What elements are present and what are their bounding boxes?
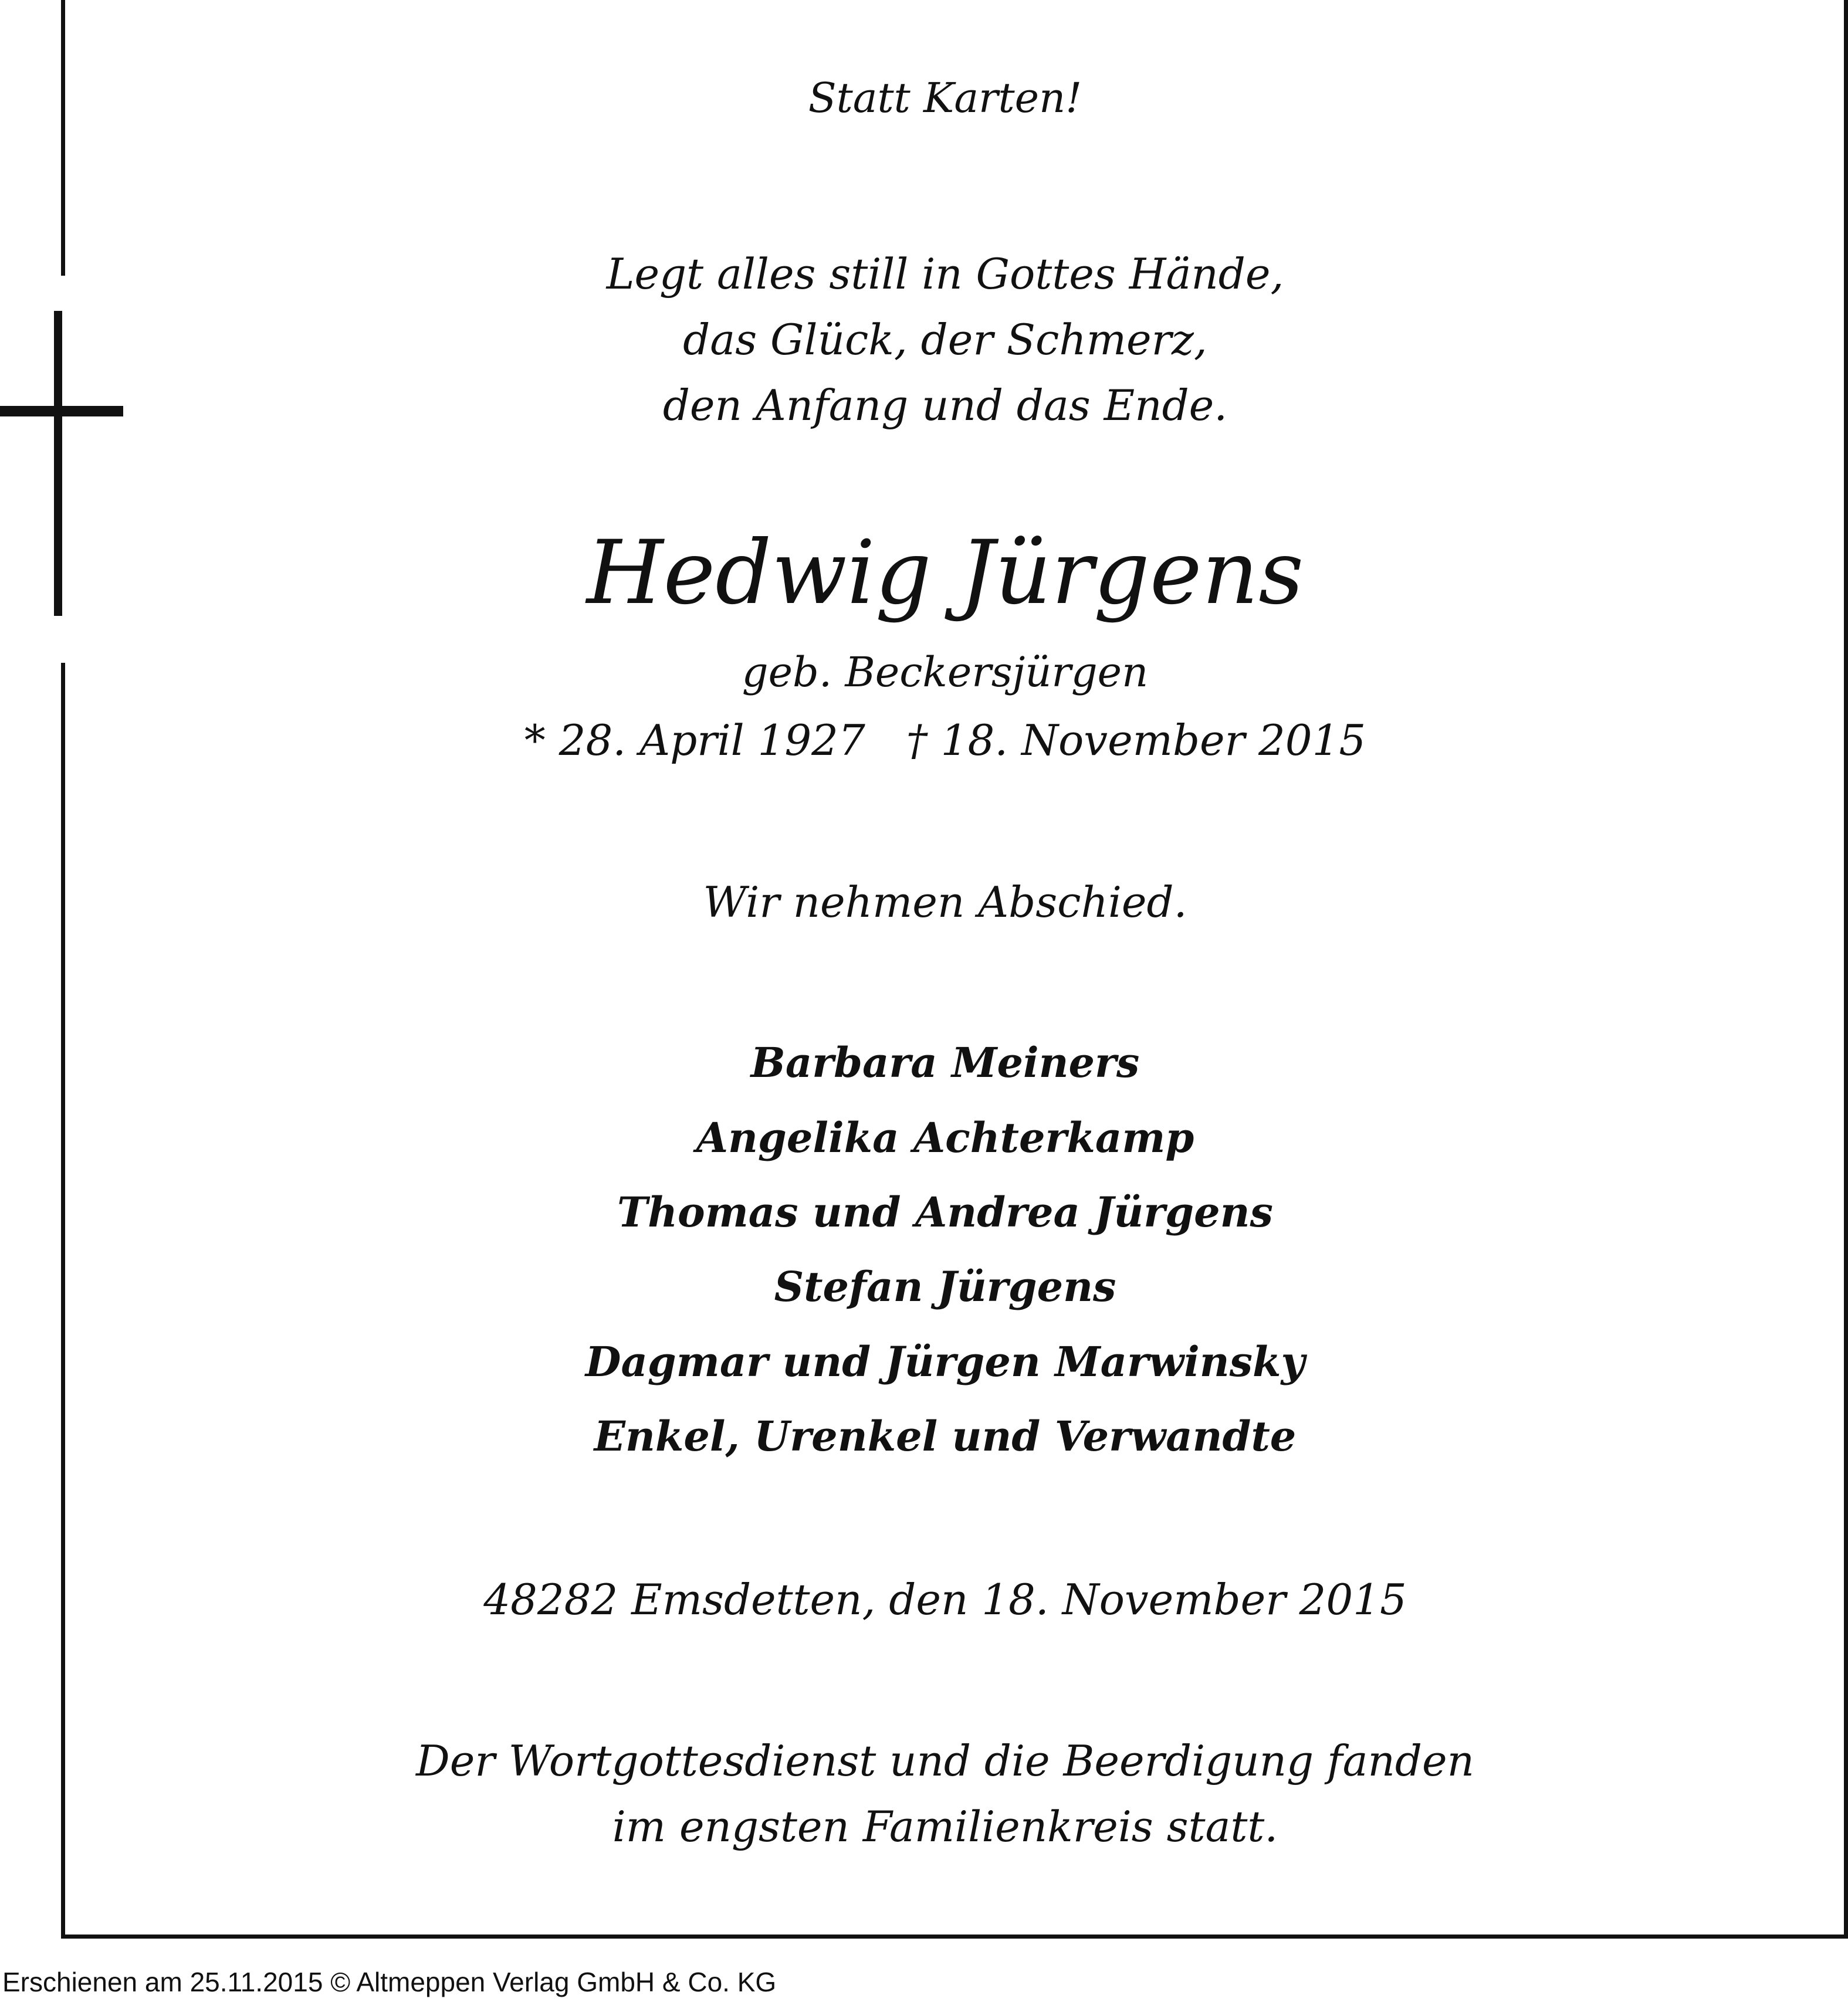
poem-line-3: den Anfang und das Ende. — [662, 381, 1228, 430]
farewell-text: Wir nehmen Abschied. — [703, 878, 1187, 927]
mourner-item: Barbara Meiners — [750, 1038, 1140, 1087]
deceased-name: Hedwig Jürgens — [586, 522, 1304, 624]
mourner-item: Thomas und Andrea Jürgens — [617, 1188, 1273, 1236]
death-date: † 18. November 2015 — [906, 716, 1366, 765]
poem-line-1: Legt alles still in Gottes Hände, — [606, 249, 1284, 299]
poem-line-2: das Glück, der Schmerz, — [683, 315, 1207, 364]
intro-text: Statt Karten! — [808, 74, 1082, 122]
closing-line-1: Der Wortgottesdienst und die Beerdigung fanden — [415, 1736, 1474, 1786]
life-dates — [65, 716, 1825, 765]
birth-date: * 28. April 1927 — [524, 716, 865, 765]
maiden-name: geb. Beckersjürgen — [742, 648, 1149, 696]
mourner-item: Enkel, Urenkel und Verwandte — [594, 1412, 1297, 1461]
mourner-item: Angelika Achterkamp — [696, 1113, 1194, 1162]
mourner-item: Dagmar und Jürgen Marwinsky — [585, 1337, 1305, 1386]
place-date: 48282 Emsdetten, den 18. November 2015 — [483, 1575, 1407, 1624]
closing-line-2: im engsten Familienkreis statt. — [612, 1802, 1278, 1851]
publication-footer: Erschienen am 25.11.2015 © Altmeppen Verlag GmbH & Co. KG — [2, 1967, 777, 1997]
mourner-item: Stefan Jürgens — [774, 1262, 1116, 1311]
